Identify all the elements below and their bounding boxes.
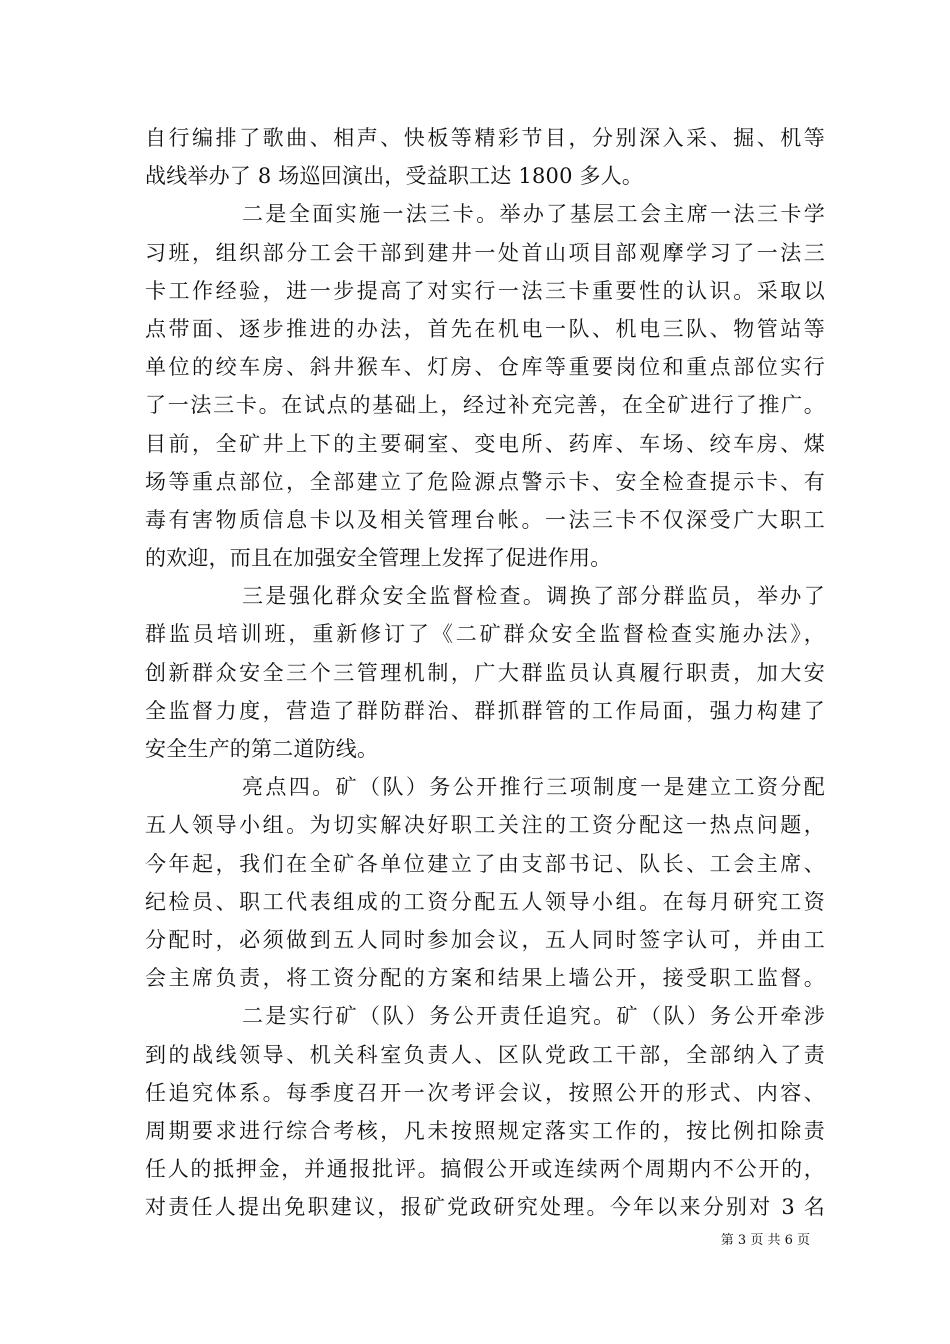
paragraph-start-line: 二是全面实施一法三卡。举办了基层工会主席一法三卡学 xyxy=(242,202,825,227)
text-line: 全监督力度，营造了群防群治、群抓群管的工作局面，强力构建了 xyxy=(145,698,825,723)
page-number: 第 3 页 共 6 页 xyxy=(720,1233,810,1248)
text-line: 单位的绞车房、斜井猴车、灯房、仓库等重要岗位和重点部位实行 xyxy=(145,355,825,380)
text-line: 卡工作经验，进一步提高了对实行一法三卡重要性的认识。采取以 xyxy=(145,278,825,303)
text-line: 五人领导小组。为切实解决好职工关注的工资分配这一热点问题， xyxy=(145,813,825,838)
text-line: 毒有害物质信息卡以及相关管理台帐。一法三卡不仅深受广大职工 xyxy=(145,507,825,532)
text-line: 的欢迎，而且在加强安全管理上发挥了促进作用。 xyxy=(145,546,612,571)
paragraph-start-line: 二是实行矿（队）务公开责任追究。矿（队）务公开牵涉 xyxy=(242,1004,825,1029)
text-line: 会主席负责，将工资分配的方案和结果上墙公开，接受职工监督。 xyxy=(145,966,825,991)
paragraph-start-line: 三是强化群众安全监督检查。调换了部分群监员，举办了 xyxy=(242,584,825,609)
text-line: 目前，全矿井上下的主要硐室、变电所、药库、车场、绞车房、煤 xyxy=(145,431,825,456)
text-line: 任人的抵押金，并通报批评。搞假公开或连续两个周期内不公开的， xyxy=(145,1157,825,1182)
text-line: 点带面、逐步推进的办法，首先在机电一队、机电三队、物管站等 xyxy=(145,316,825,341)
paragraph-start-line: 亮点四。矿（队）务公开推行三项制度一是建立工资分配 xyxy=(242,775,825,800)
text-line: 分配时，必须做到五人同时参加会议，五人同时签字认可，并由工 xyxy=(145,927,825,952)
text-line: 安全生产的第二道防线。 xyxy=(145,737,379,761)
text-line: 自行编排了歌曲、相声、快板等精彩节目，分别深入采、掘、机等 xyxy=(145,126,825,150)
text-line: 习班，组织部分工会干部到建井一处首山项目部观摩学习了一法三 xyxy=(145,240,825,265)
text-line: 群监员培训班，重新修订了《二矿群众安全监督检查实施办法》， xyxy=(145,622,825,647)
body-text xyxy=(145,119,825,1226)
text-line: 周期要求进行综合考核，凡未按照规定落实工作的，按比例扣除责 xyxy=(145,1118,825,1143)
text-line: 今年起，我们在全矿各单位建立了由支部书记、队长、工会主席、 xyxy=(145,851,825,876)
text-line: 场等重点部位，全部建立了危险源点警示卡、安全检查提示卡、有 xyxy=(145,469,825,494)
text-line: 纪检员、职工代表组成的工资分配五人领导小组。在每月研究工资 xyxy=(145,889,825,914)
text-line: 任追究体系。每季度召开一次考评会议，按照公开的形式、内容、 xyxy=(145,1080,825,1105)
text-line: 到的战线领导、机关科室负责人、区队党政工干部，全部纳入了责 xyxy=(145,1042,825,1067)
text-line: 创新群众安全三个三管理机制，广大群监员认真履行职责，加大安 xyxy=(145,660,825,685)
text-line: 战线举办了 8 场巡回演出，受益职工达 1800 多人。 xyxy=(145,164,644,189)
text-line: 对责任人提出免职建议，报矿党政研究处理。今年以来分别对 3 名 xyxy=(145,1195,825,1220)
text-line: 了一法三卡。在试点的基础上，经过补充完善，在全矿进行了推广。 xyxy=(145,393,825,418)
